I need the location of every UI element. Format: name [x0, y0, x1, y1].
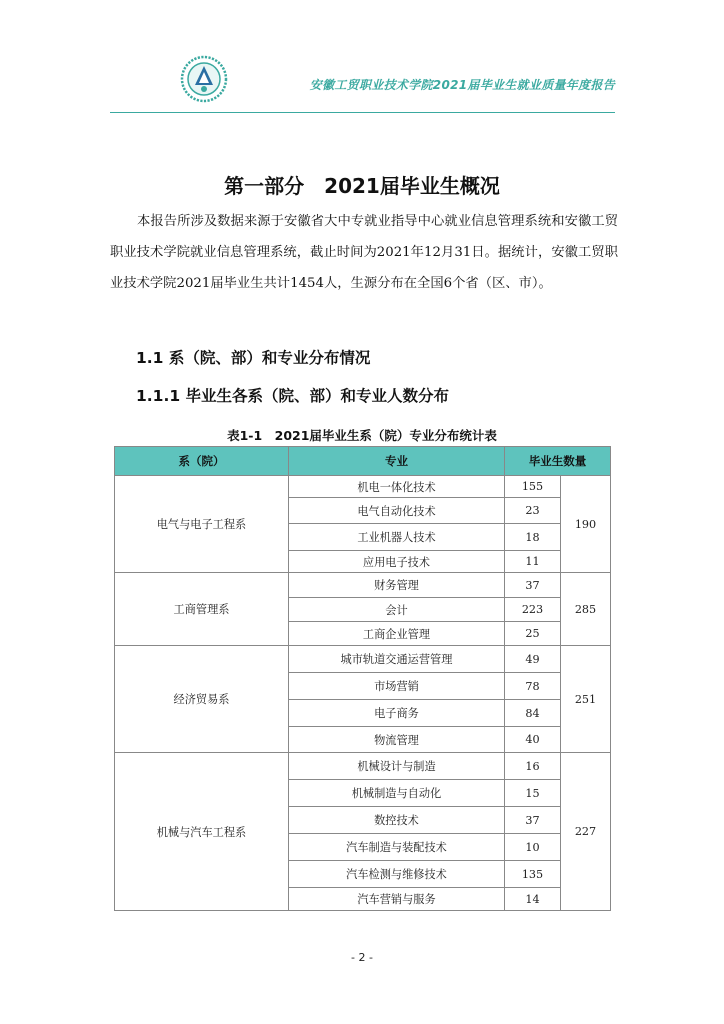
- major-cell: 工商企业管理: [289, 622, 505, 646]
- table-row: [115, 476, 611, 498]
- count-cell: 223: [505, 598, 561, 622]
- major-cell: 物流管理: [289, 727, 505, 753]
- major-cell: 数控技术: [289, 807, 505, 834]
- major-cell: 城市轨道交通运营管理: [289, 646, 505, 673]
- major-cell: 机械制造与自动化: [289, 780, 505, 807]
- table-caption: 表1-1 2021届毕业生系（院）专业分布统计表: [227, 428, 497, 443]
- major-cell: 市场营销: [289, 673, 505, 700]
- department-total-cell: 190: [561, 476, 611, 573]
- col-header-major: 专业: [289, 447, 505, 476]
- major-cell: 应用电子技术: [289, 551, 505, 573]
- intro-paragraph: 本报告所涉及数据来源于安徽省大中专就业指导中心就业信息管理系统和安徽工贸职业技术学院就业信息管理系统，截止时间为2021年12月31日。据统计，安徽工贸职业技术学院2021届毕业生共计1454人，生源分布在全国6个省（区、市）。: [110, 214, 618, 291]
- department-cell: 经济贸易系: [115, 646, 289, 753]
- department-total-cell: 285: [561, 573, 611, 646]
- table-row: [115, 753, 611, 780]
- count-cell: 84: [505, 700, 561, 727]
- count-cell: 37: [505, 573, 561, 598]
- count-cell: 40: [505, 727, 561, 753]
- department-cell: 电气与电子工程系: [115, 476, 289, 573]
- major-cell: 财务管理: [289, 573, 505, 598]
- department-total-cell: 227: [561, 753, 611, 911]
- count-cell: 18: [505, 524, 561, 551]
- table-row: [115, 573, 611, 598]
- subsubsection-heading: 1.1.1 毕业生各系（院、部）和专业人数分布: [136, 387, 450, 405]
- count-cell: 49: [505, 646, 561, 673]
- subsection-heading: 1.1 系（院、部）和专业分布情况: [136, 349, 371, 367]
- school-logo-icon: [180, 55, 228, 103]
- major-cell: 机械设计与制造: [289, 753, 505, 780]
- department-cell: 机械与汽车工程系: [115, 753, 289, 911]
- col-header-department: 系（院）: [115, 447, 289, 476]
- major-cell: 汽车营销与服务: [289, 888, 505, 911]
- count-cell: 78: [505, 673, 561, 700]
- department-total-cell: 251: [561, 646, 611, 753]
- count-cell: 135: [505, 861, 561, 888]
- count-cell: 37: [505, 807, 561, 834]
- count-cell: 11: [505, 551, 561, 573]
- table-row: [115, 646, 611, 673]
- header-divider: [110, 112, 615, 113]
- major-cell: 电气自动化技术: [289, 498, 505, 524]
- col-header-graduates: 毕业生数量: [505, 447, 611, 476]
- department-cell: 工商管理系: [115, 573, 289, 646]
- count-cell: 10: [505, 834, 561, 861]
- count-cell: 23: [505, 498, 561, 524]
- count-cell: 16: [505, 753, 561, 780]
- major-cell: 机电一体化技术: [289, 476, 505, 498]
- count-cell: 25: [505, 622, 561, 646]
- count-cell: 155: [505, 476, 561, 498]
- distribution-table: [114, 446, 611, 911]
- major-cell: 电子商务: [289, 700, 505, 727]
- count-cell: 15: [505, 780, 561, 807]
- page-header: [110, 52, 615, 114]
- major-cell: 汽车检测与维修技术: [289, 861, 505, 888]
- count-cell: 14: [505, 888, 561, 911]
- table-header-row: [115, 447, 611, 476]
- report-header-title: 安徽工贸职业技术学院2021届毕业生就业质量年度报告: [309, 78, 615, 92]
- major-cell: 汽车制造与装配技术: [289, 834, 505, 861]
- page-number: - 2 -: [351, 951, 373, 964]
- major-cell: 会计: [289, 598, 505, 622]
- section-title: 第一部分 2021届毕业生概况: [224, 174, 500, 198]
- major-cell: 工业机器人技术: [289, 524, 505, 551]
